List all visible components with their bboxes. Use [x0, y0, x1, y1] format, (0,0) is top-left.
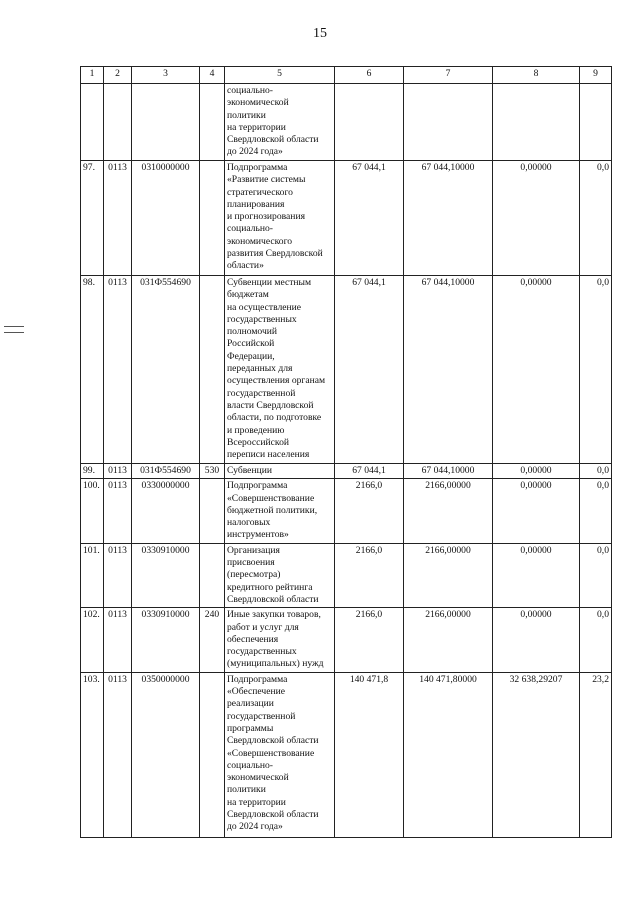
execution-percent: 0,0 [580, 161, 612, 276]
header-cell: 4 [200, 67, 225, 84]
item-name: Организация присвоения (пересмотра) кредитного рейтинга Свердловской области [225, 543, 335, 607]
expense-type-code [200, 84, 225, 161]
expense-type-code [200, 276, 225, 464]
executed-amount: 0,00000 [493, 276, 580, 464]
table-row [81, 161, 612, 276]
row-number: 99. [81, 464, 104, 479]
table-row [81, 543, 612, 607]
executed-amount: 0,00000 [493, 161, 580, 276]
planned-amount [335, 84, 404, 161]
table-row [81, 608, 612, 672]
target-article-code: 0310000000 [132, 161, 200, 276]
planned-amount: 140 471,8 [335, 672, 404, 837]
planned-amount: 67 044,1 [335, 276, 404, 464]
target-article-code: 0330000000 [132, 479, 200, 543]
header-cell: 3 [132, 67, 200, 84]
approved-amount: 67 044,10000 [404, 276, 493, 464]
approved-amount: 140 471,80000 [404, 672, 493, 837]
table-row [81, 276, 612, 464]
expense-type-code: 530 [200, 464, 225, 479]
expense-type-code: 240 [200, 608, 225, 672]
row-number: 103. [81, 672, 104, 837]
row-number: 102. [81, 608, 104, 672]
execution-percent: 23,2 [580, 672, 612, 837]
executed-amount: 0,00000 [493, 543, 580, 607]
executed-amount [493, 84, 580, 161]
header-cell: 8 [493, 67, 580, 84]
expense-type-code [200, 161, 225, 276]
header-cell: 6 [335, 67, 404, 84]
expense-type-code [200, 479, 225, 543]
item-name: Подпрограмма «Совершенствование бюджетной политики, налоговых инструментов» [225, 479, 335, 543]
approved-amount: 2166,00000 [404, 608, 493, 672]
executed-amount: 32 638,29207 [493, 672, 580, 837]
execution-percent: 0,0 [580, 543, 612, 607]
item-name: Субвенции [225, 464, 335, 479]
table-row [81, 672, 612, 837]
budget-table [80, 66, 612, 838]
item-name: социально- экономической политики на территории Свердловской области до 2024 года» [225, 84, 335, 161]
row-number: 98. [81, 276, 104, 464]
target-article-code: 0350000000 [132, 672, 200, 837]
row-number [81, 84, 104, 161]
header-cell: 9 [580, 67, 612, 84]
table-row [81, 479, 612, 543]
section-code: 0113 [104, 479, 132, 543]
header-cell: 1 [81, 67, 104, 84]
expense-type-code [200, 672, 225, 837]
planned-amount: 2166,0 [335, 608, 404, 672]
target-article-code: 0330910000 [132, 608, 200, 672]
row-number: 101. [81, 543, 104, 607]
approved-amount: 67 044,10000 [404, 161, 493, 276]
target-article-code [132, 84, 200, 161]
planned-amount: 67 044,1 [335, 161, 404, 276]
header-cell: 5 [225, 67, 335, 84]
table-row [81, 464, 612, 479]
target-article-code: 0330910000 [132, 543, 200, 607]
table-row [81, 84, 612, 161]
target-article-code: 031Ф554690 [132, 464, 200, 479]
execution-percent: 0,0 [580, 276, 612, 464]
section-code: 0113 [104, 543, 132, 607]
planned-amount: 2166,0 [335, 479, 404, 543]
section-code: 0113 [104, 276, 132, 464]
executed-amount: 0,00000 [493, 479, 580, 543]
item-name: Подпрограмма «Обеспечение реализации государственной программы Свердловской области «Совершенствование социально- экономической политики на территории Свердловской области до 2024 года» [225, 672, 335, 837]
item-name: Субвенции местным бюджетам на осуществление государственных полномочий Российской Федерации, переданных для осуществления органам государственной власти Свердловской области, по подготовке и проведению Всероссийской переписи населения [225, 276, 335, 464]
planned-amount: 67 044,1 [335, 464, 404, 479]
execution-percent: 0,0 [580, 464, 612, 479]
row-number: 100. [81, 479, 104, 543]
margin-mark [4, 326, 24, 338]
header-cell: 2 [104, 67, 132, 84]
row-number: 97. [81, 161, 104, 276]
section-code: 0113 [104, 464, 132, 479]
target-article-code: 031Ф554690 [132, 276, 200, 464]
page-number: 15 [313, 26, 327, 41]
planned-amount: 2166,0 [335, 543, 404, 607]
section-code: 0113 [104, 608, 132, 672]
approved-amount [404, 84, 493, 161]
expense-type-code [200, 543, 225, 607]
approved-amount: 2166,00000 [404, 479, 493, 543]
section-code: 0113 [104, 161, 132, 276]
item-name: Иные закупки товаров, работ и услуг для обеспечения государственных (муниципальных) нужд [225, 608, 335, 672]
header-cell: 7 [404, 67, 493, 84]
execution-percent: 0,0 [580, 479, 612, 543]
section-code [104, 84, 132, 161]
approved-amount: 2166,00000 [404, 543, 493, 607]
executed-amount: 0,00000 [493, 608, 580, 672]
executed-amount: 0,00000 [493, 464, 580, 479]
item-name: Подпрограмма «Развитие системы стратегического планирования и прогнозирования социально- экономического развития Свердловской области» [225, 161, 335, 276]
approved-amount: 67 044,10000 [404, 464, 493, 479]
execution-percent [580, 84, 612, 161]
table-header-row [81, 67, 612, 84]
execution-percent: 0,0 [580, 608, 612, 672]
section-code: 0113 [104, 672, 132, 837]
